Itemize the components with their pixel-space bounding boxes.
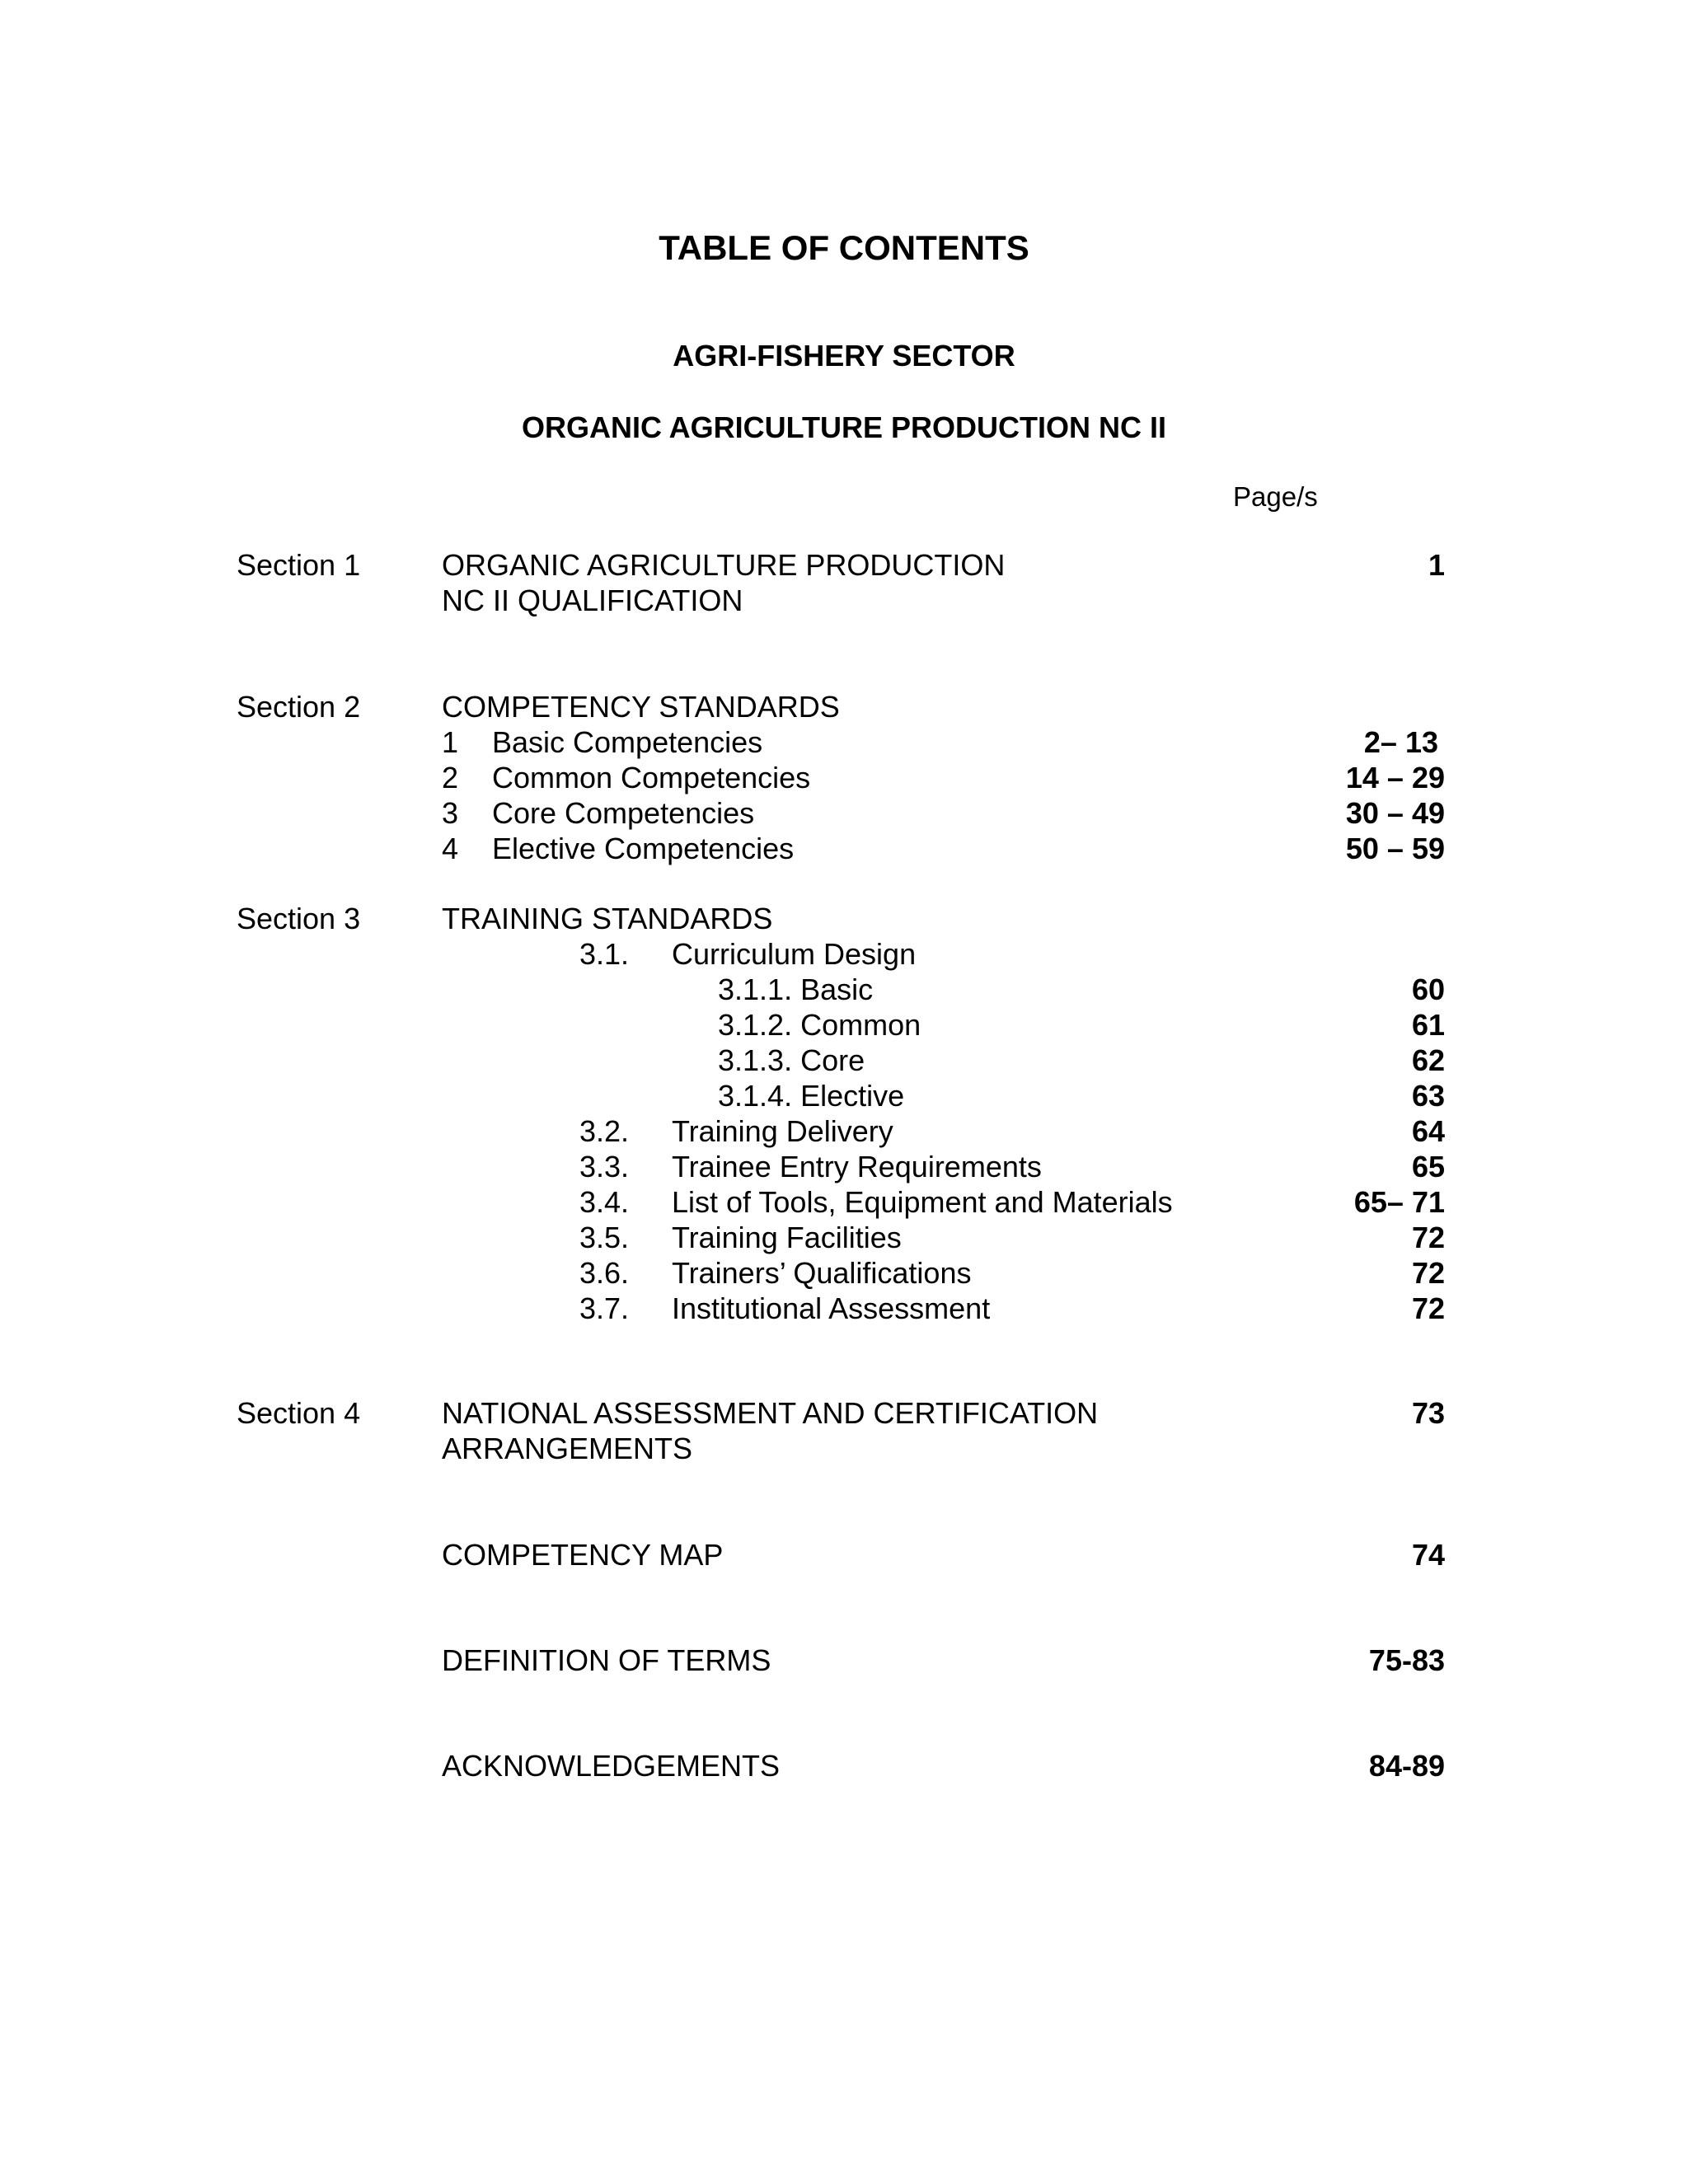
section-1-page: 1 [1428, 548, 1445, 582]
section-2-title: COMPETENCY STANDARDS [442, 690, 840, 724]
section-4-title-line2: ARRANGEMENTS [442, 1432, 693, 1465]
s3-curriculum-num: 3.1. [579, 937, 630, 971]
s2-item-page: 50 – 59 [1345, 832, 1445, 865]
section-2-label: Section 2 [237, 690, 361, 724]
s2-item-page: 2– 13 [1363, 725, 1438, 759]
s3-subitem-page: 60 [1411, 972, 1445, 1006]
s3-item-num: 3.4. [579, 1185, 630, 1219]
section-4-label: Section 4 [237, 1396, 361, 1430]
s3-item-page: 65 [1411, 1150, 1445, 1183]
s3-subitem-page: 62 [1411, 1043, 1445, 1077]
s3-subitem-text: 3.1.4. Elective [718, 1079, 905, 1113]
s3-subitem-page: 61 [1411, 1008, 1445, 1042]
s2-item-num: 1 [442, 725, 459, 759]
section-3-label: Section 3 [237, 902, 361, 935]
s3-item-page: 64 [1411, 1114, 1445, 1148]
s3-item-page: 72 [1411, 1221, 1445, 1254]
s3-item-text: Trainee Entry Requirements [672, 1150, 1042, 1183]
pages-column-label: Page/s [1233, 481, 1318, 512]
s2-item-text: Common Competencies [492, 761, 811, 794]
s3-item-num: 3.7. [579, 1291, 630, 1325]
s3-curriculum-text: Curriculum Design [672, 937, 917, 971]
s2-item-text: Core Competencies [492, 796, 755, 830]
acknowledgements-entry: ACKNOWLEDGEMENTS [442, 1749, 781, 1783]
s3-item-page: 72 [1411, 1291, 1445, 1325]
s3-subitem-text: 3.1.2. Common [718, 1008, 921, 1042]
s3-item-page: 65– 71 [1353, 1185, 1445, 1219]
competency-map-entry: COMPETENCY MAP [442, 1538, 724, 1572]
s2-item-page: 30 – 49 [1345, 796, 1445, 830]
section-1-label: Section 1 [237, 548, 361, 582]
s3-subitem-page: 63 [1411, 1079, 1445, 1113]
s3-item-text: List of Tools, Equipment and Materials [672, 1185, 1173, 1219]
s2-item-num: 4 [442, 832, 459, 865]
s2-item-page: 14 – 29 [1345, 761, 1445, 794]
s3-item-page: 72 [1411, 1256, 1445, 1290]
s3-item-text: Trainers’ Qualifications [672, 1256, 972, 1290]
s2-item-text: Elective Competencies [492, 832, 795, 865]
section-1-title-line1: ORGANIC AGRICULTURE PRODUCTION [442, 548, 1006, 582]
qualification-heading: ORGANIC AGRICULTURE PRODUCTION NC II [522, 410, 1166, 444]
definition-of-terms-entry: DEFINITION OF TERMS [442, 1643, 771, 1677]
s3-item-num: 3.3. [579, 1150, 630, 1183]
definition-of-terms-page: 75-83 [1368, 1643, 1445, 1677]
s3-item-text: Training Facilities [672, 1221, 902, 1254]
s3-item-num: 3.2. [579, 1114, 630, 1148]
section-4-title-line1: NATIONAL ASSESSMENT AND CERTIFICATION [442, 1396, 1099, 1430]
section-3-title: TRAINING STANDARDS [442, 902, 773, 935]
s3-item-num: 3.6. [579, 1256, 630, 1290]
competency-map-page: 74 [1411, 1538, 1445, 1572]
acknowledgements-page: 84-89 [1368, 1749, 1445, 1783]
section-1-title-line2: NC II QUALIFICATION [442, 583, 743, 617]
s3-item-text: Training Delivery [672, 1114, 893, 1148]
s3-item-num: 3.5. [579, 1221, 630, 1254]
s3-item-text: Institutional Assessment [672, 1291, 991, 1325]
page-title: TABLE OF CONTENTS [659, 228, 1029, 267]
sector-heading: AGRI-FISHERY SECTOR [673, 339, 1015, 373]
section-4-page: 73 [1411, 1396, 1445, 1430]
s2-item-text: Basic Competencies [492, 725, 763, 759]
s3-subitem-text: 3.1.3. Core [718, 1043, 865, 1077]
s3-subitem-text: 3.1.1. Basic [718, 972, 874, 1006]
s2-item-num: 2 [442, 761, 459, 794]
s2-item-num: 3 [442, 796, 459, 830]
